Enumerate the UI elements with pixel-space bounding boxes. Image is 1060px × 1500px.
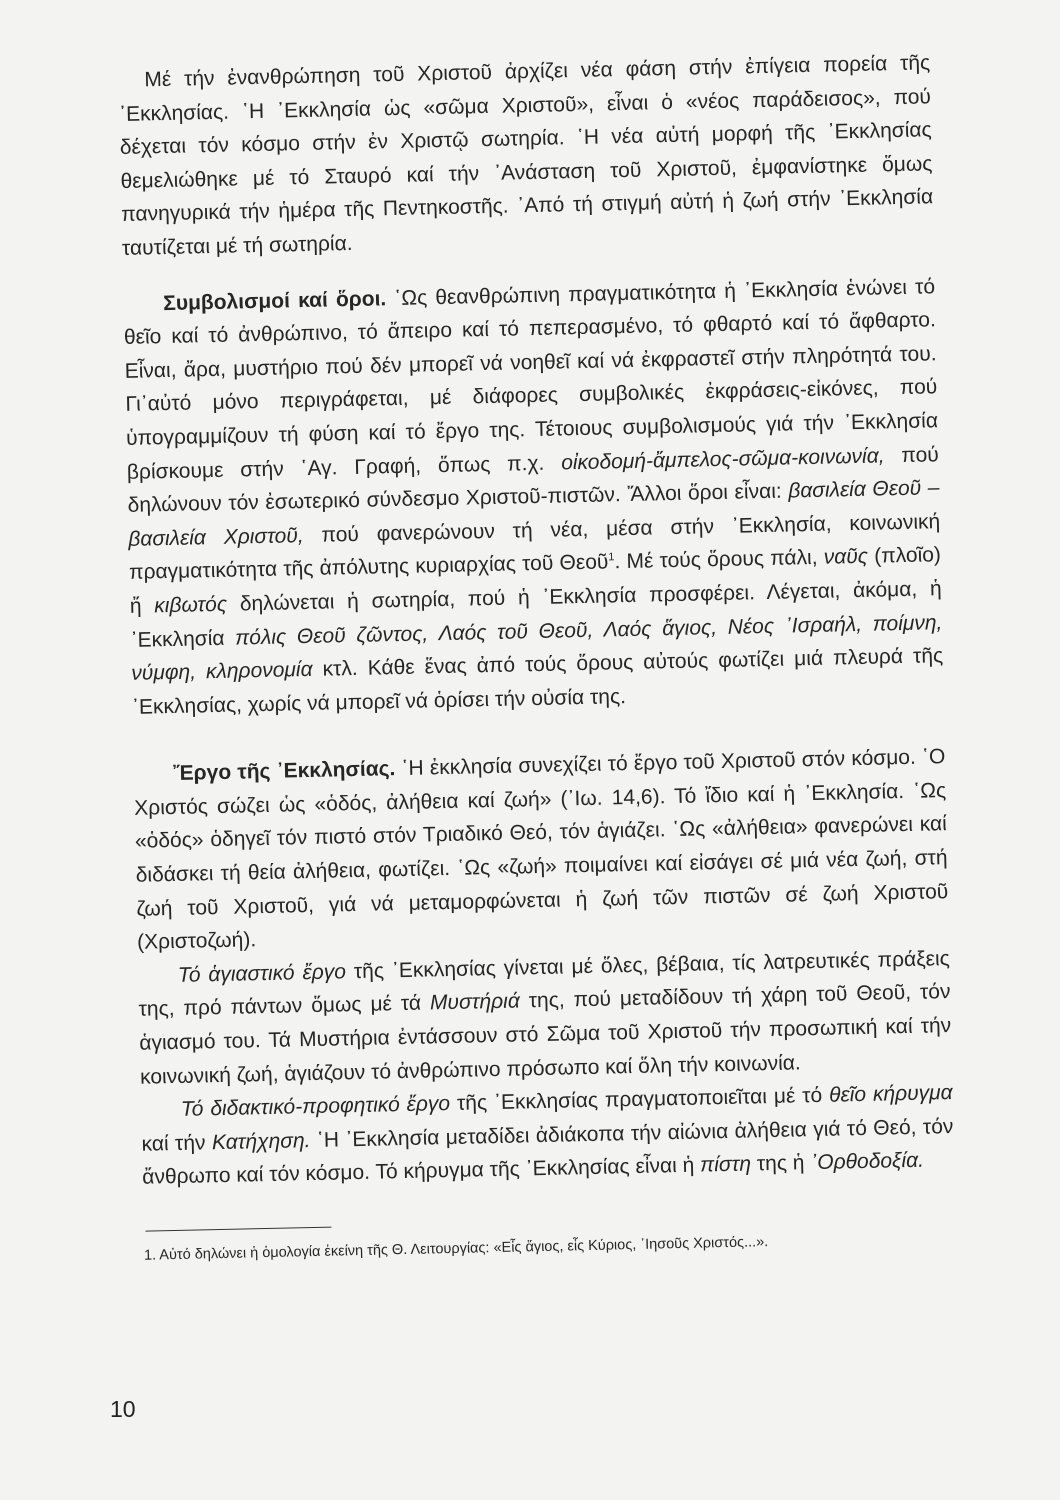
footnote-reference[interactable]: 1 [608, 551, 615, 564]
paragraph-teaching: Τό διδακτικό-προφητικό ἔργο τῆς ᾿Εκκλησίας πραγματοποιεῖται μέ τό θεῖο κήρυγμα καί τήν Κατήχηση. ῾Η ᾿Εκκλησία μεταδίδει ἀδιάκοπα τήν αἰώνια ἀλήθεια γιά τό Θεό, τόν ἄνθρωπο καί τόν κόσμο. Τό κήρυγμα τῆς ᾿Εκκλησίας εἶναι ἡ πίστη της ἡ ᾿Ορθοδοξία. [141, 1081, 954, 1190]
paragraph-sanctifying: Τό ἁγιαστικό ἔργο τῆς ᾿Εκκλησίας γίνεται μέ ὅλες, βέβαια, τίς λατρευτικές πράξεις της, πρό πάντων ὅμως μέ τά Μυστήριά της, πού μεταδίδουν τή χάρη τοῦ Θεοῦ, τόν ἁγιασμό του. Τά Μυστήρια ἐντάσσουν στό Σῶμα τοῦ Χριστοῦ τήν προσωπική καί τήν κοινωνική ζωή, ἁγιάζουν τό ἀνθρώπινο πρόσωπο καί ὅλη τήν κοινωνία. [138, 946, 952, 1089]
body-text [118, 46, 956, 1265]
page-number: 10 [110, 1396, 136, 1422]
paragraph-symbols: Συμβολισμοί καί ὅροι. ῾Ως θεανθρώπινη πραγματικότητα ἡ ᾿Εκκλησία ἑνώνει τό θεῖο καί τό ἀνθρώπινο, τό ἄπειρο καί τό πεπερασμένο, τό φθαρτό καί τό ἄφθαρτο. Εἶναι, ἄρα, μυστήριο πού δέν μπορεῖ νά νοηθεῖ καί νά ἐκφραστεῖ στήν πληρότητά του. Γι᾿αὐτό μόνο περιγράφεται, μέ διάφορες συμβολικές ἐκφράσεις-εἰκόνες, πού ὑπογραμμίζουν τή φύση καί τό ἔργο της. Τέτοιους συμβολισμούς γιά τήν ᾿Εκκλησία βρίσκουμε στήν ῾Αγ. Γραφή, ὅπως π.χ. οἰκοδομή-ἄμπελος-σῶμα-κοινωνία, πού δηλώνουν τόν ἐσωτερικό σύνδεσμο Χριστοῦ-πιστῶν. Ἄλλοι ὅροι εἶναι: βασιλεία Θεοῦ – βασιλεία Χριστοῦ, πού φανερώνουν τή νέα, μέσα στήν ᾿Εκκλησία, κοινωνική πραγματικότητα τῆς ἀπόλυτης κυριαρχίας τοῦ Θεοῦ$^1$. Μέ τούς ὅρους πάλι, ναῦς (πλοῖο) ἤ κιβωτός δηλώνεται ἡ σωτηρία, πού ἡ ᾿Εκκλησία προσφέρει. Λέγεται, ἀκόμα, ἡ ᾿Εκκλησία πόλις Θεοῦ ζῶντος, Λαός τοῦ Θεοῦ, Λαός ἅγιος, Νέος ᾿Ισραήλ, ποίμνη, νύμφη, κληρονομία κτλ. Κάθε ἕνας ἀπό τούς ὅρους αὐτούς φωτίζει μιά πλευρά τῆς ᾿Εκκλησίας, χωρίς νά μπορεῖ νά ὁρίσει τήν οὐσία της. [123, 274, 944, 719]
section-heading-symbols: Συμβολισμοί καί ὅροι. [162, 286, 387, 315]
footnote: 1. Αὐτό δηλώνει ἡ ὁμολογία ἐκείνη τῆς Θ. Λειτουργίας: «Εἷς ἅγιος, εἷς Κύριος, ᾿Ιησοῦς Χριστός...». [143, 1234, 769, 1264]
paragraph-work: Ἔργο τῆς ᾿Εκκλησίας. ῾Η ἐκκλησία συνεχίζει τό ἔργο τοῦ Χριστοῦ στόν κόσμο. ῾Ο Χριστός σώζει ὡς «ὁδός, ἀλήθεια καί ζωή» (᾿Ιω. 14,6). Τό ἴδιο καί ἡ ᾿Εκκλησία. ῾Ως «ὁδός» ὁδηγεῖ τόν πιστό στόν Τριαδικό Θεό, τόν ἁγιάζει. ῾Ως «ἀλήθεια» φανερώνει καί διδάσκει τή θεία ἀλήθεια, φωτίζει. ῾Ως «ζωή» ποιμαίνει καί εἰσάγει σέ μιά νέα ζωή, στή ζωή τοῦ Χριστοῦ, γιά νά μεταμορφώνεται ἡ ζωή τῶν πιστῶν σέ ζωή Χριστοῦ (Χριστοζωή). [133, 745, 949, 955]
paragraph-intro: Μέ τήν ἐνανθρώπηση τοῦ Χριστοῦ ἀρχίζει νέα φάση στήν ἐπίγεια πορεία τῆς ᾿Εκκλησίας. ῾Η ᾿Εκκλησία ὡς «σῶμα Χριστοῦ», εἶναι ὁ «νέος παράδεισος», πού δέχεται τόν κόσμο στήν ἐν Χριστῷ σωτηρία. ῾Η νέα αὐτή μορφή τῆς ᾿Εκκλησίας θεμελιώθηκε μέ τό Σταυρό καί τήν ᾿Ανάσταση τοῦ Χριστοῦ, ἐμφανίστηκε ὅμως πανηγυρικά τήν ἡμέρα τῆς Πεντηκοστῆς. ᾿Από τή στιγμή αὐτή ἡ ζωή στήν ᾿Εκκλησία ταυτίζεται μέ τή σωτηρία. [118, 51, 934, 260]
section-heading-work: Ἔργο τῆς ᾿Εκκλησίας. [173, 757, 396, 786]
footnote-divider [145, 1227, 331, 1232]
